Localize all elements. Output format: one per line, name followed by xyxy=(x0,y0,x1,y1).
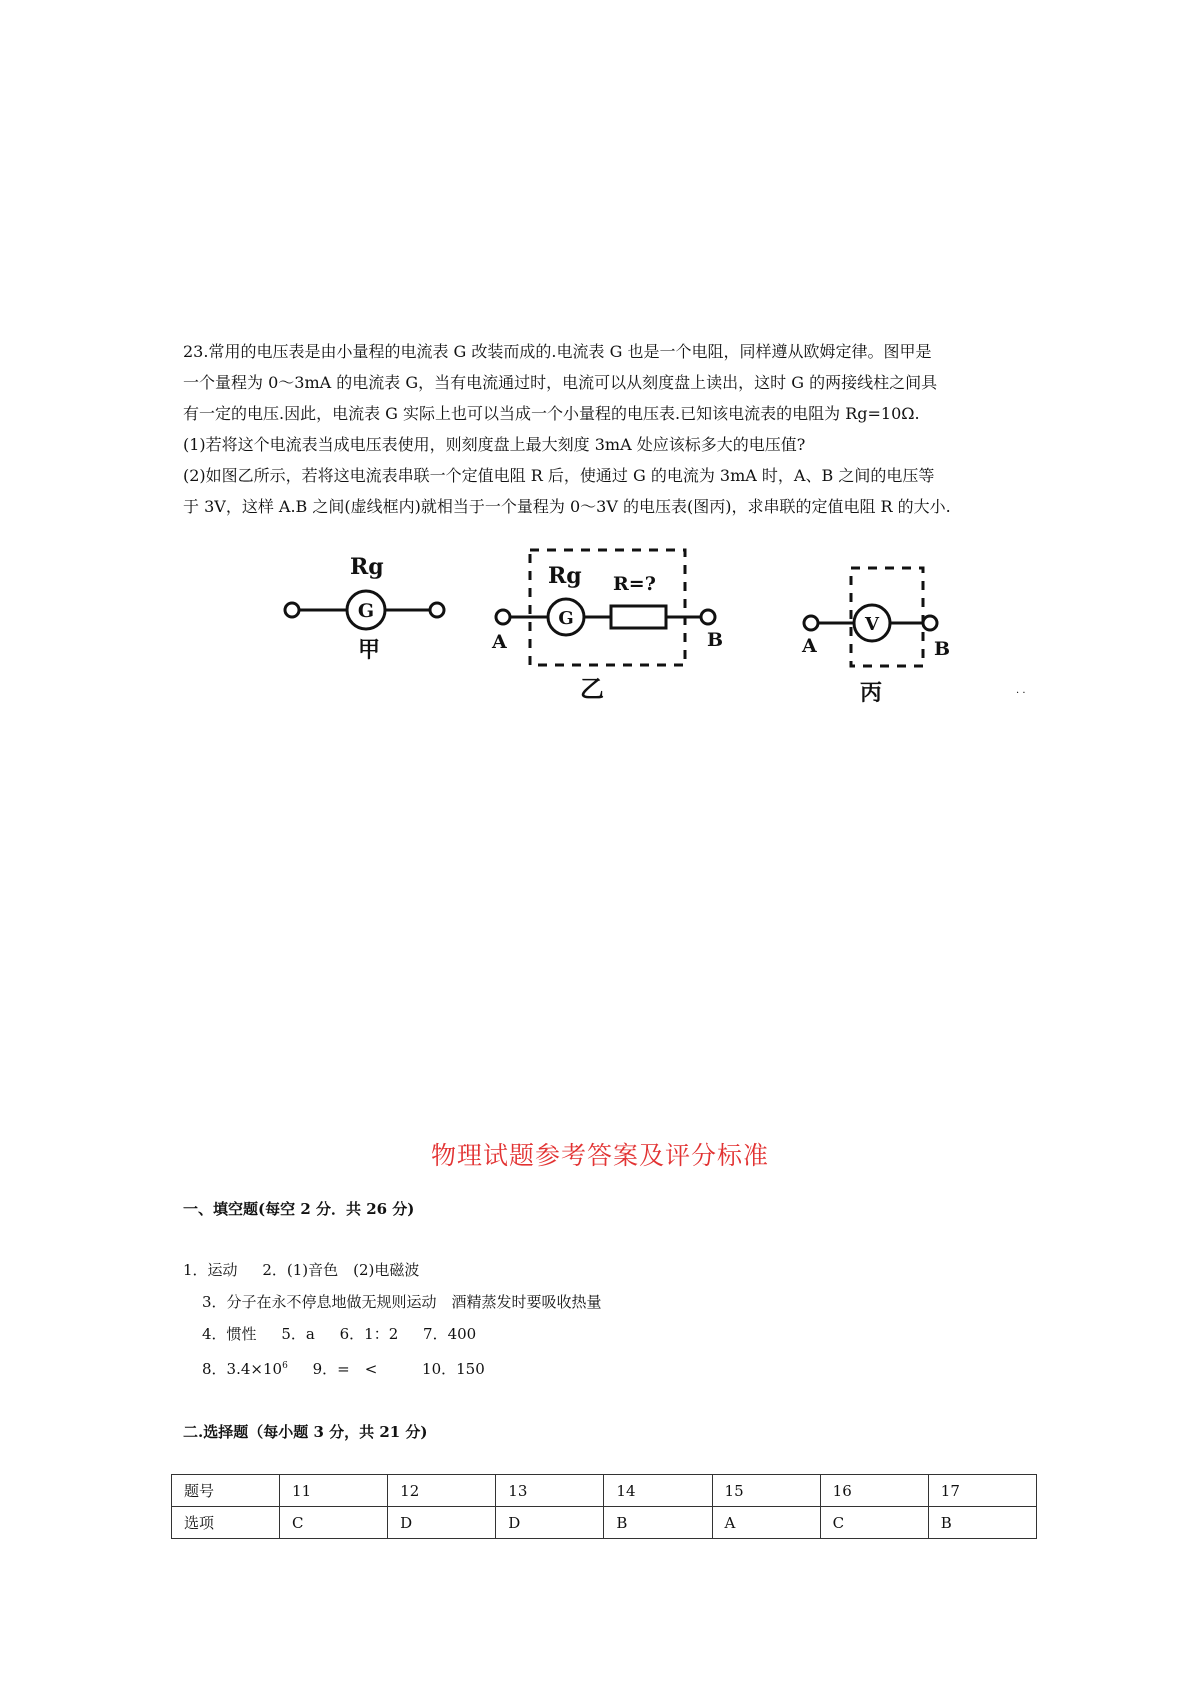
question-line: 于 3V，这样 A.B 之间(虚线框内)就相当于一个量程为 0～3V 的电压表(图丙)，求串联的定值电阻 R 的大小. xyxy=(183,497,951,516)
rg-label: Rg xyxy=(548,563,582,589)
answer-item: 7．400 xyxy=(423,1325,477,1343)
section-fill-heading: 一、填空题(每空 2 分．共 26 分) xyxy=(183,1200,415,1218)
answer-item: 9．= < xyxy=(312,1360,378,1378)
galvanometer-label: G xyxy=(558,608,574,629)
answer-item: 2．(1)音色 (2)电磁波 xyxy=(262,1261,420,1279)
table-cell: 16 xyxy=(820,1475,928,1507)
rg-label: Rg xyxy=(350,554,384,580)
answer-item: 4．惯性 xyxy=(202,1325,257,1343)
table-cell: C xyxy=(280,1507,388,1539)
question-line: 一个量程为 0～3mA 的电流表 G，当有电流通过时，电流可以从刻度盘上读出，这时 G 的两接线柱之间具 xyxy=(183,373,938,392)
question-line: (2)如图乙所示，若将这电流表串联一个定值电阻 R 后，使通过 G 的电流为 3mA 时，A、B 之间的电压等 xyxy=(183,466,935,485)
circuit-diagrams xyxy=(270,545,1050,720)
circuit-figure xyxy=(270,545,1050,720)
terminal-circle-a xyxy=(496,610,510,624)
terminal-circle xyxy=(430,603,444,617)
caption-yi: 乙 xyxy=(580,674,604,703)
choice-answer-table xyxy=(171,1474,1037,1539)
terminal-b-label: B xyxy=(934,638,951,660)
table-cell: 15 xyxy=(712,1475,820,1507)
question-line: 有一定的电压.因此，电流表 G 实际上也可以当成一个小量程的电压表.已知该电流表的电阻为 Rg=10Ω. xyxy=(183,404,920,423)
table-row xyxy=(172,1475,1037,1507)
voltmeter-label: V xyxy=(865,614,879,635)
stray-mark: · · xyxy=(1016,688,1026,699)
terminal-circle-b xyxy=(701,610,715,624)
answer-item: 10．150 xyxy=(422,1360,485,1378)
table-cell: B xyxy=(604,1507,712,1539)
table-cell: D xyxy=(496,1507,604,1539)
table-cell: 14 xyxy=(604,1475,712,1507)
answer-base: 8．3.4×10 xyxy=(202,1360,283,1378)
answer-item xyxy=(202,1360,288,1378)
answer-item: 3．分子在永不停息地做无规则运动 酒精蒸发时要吸收热量 xyxy=(202,1293,602,1311)
resistor-box xyxy=(611,606,666,628)
resistor-label: R=? xyxy=(613,573,656,595)
table-row xyxy=(172,1507,1037,1539)
fill-row xyxy=(183,1286,602,1318)
answers-title: 物理试题参考答案及评分标准 xyxy=(430,1141,769,1170)
caption-bing: 丙 xyxy=(860,680,883,706)
table-cell: 12 xyxy=(388,1475,496,1507)
table-cell: 13 xyxy=(496,1475,604,1507)
question-23 xyxy=(183,336,1023,522)
question-line: 23.常用的电压表是由小量程的电流表 G 改装而成的.电流表 G 也是一个电阻，同样遵从欧姆定律。图甲是 xyxy=(183,342,932,361)
galvanometer-label: G xyxy=(357,600,375,622)
table-cell: C xyxy=(820,1507,928,1539)
fill-row xyxy=(183,1350,602,1385)
table-cell: B xyxy=(928,1507,1036,1539)
diagram-yi xyxy=(496,550,715,665)
terminal-a-label: A xyxy=(802,635,817,657)
answer-item: 6．1：2 xyxy=(339,1325,399,1343)
terminal-circle-b xyxy=(923,616,937,630)
answer-item: 5．a xyxy=(281,1325,315,1343)
fill-row xyxy=(183,1318,602,1350)
table-cell: 题号 xyxy=(172,1475,280,1507)
terminal-circle xyxy=(285,603,299,617)
dashed-box xyxy=(851,568,923,666)
table-cell: 17 xyxy=(928,1475,1036,1507)
terminal-b-label: B xyxy=(707,629,724,651)
table-cell: 选项 xyxy=(172,1507,280,1539)
fill-answers xyxy=(183,1254,602,1385)
table-cell: A xyxy=(712,1507,820,1539)
terminal-a-label: A xyxy=(492,631,507,653)
answer-exponent: 6 xyxy=(282,1361,288,1371)
section-choice-heading: 二.选择题（每小题 3 分，共 21 分) xyxy=(183,1423,428,1441)
caption-jia: 甲 xyxy=(358,637,381,663)
fill-row xyxy=(183,1254,602,1286)
table-cell: D xyxy=(388,1507,496,1539)
answer-item: 1．运动 xyxy=(183,1261,238,1279)
terminal-circle-a xyxy=(804,616,818,630)
table-cell: 11 xyxy=(280,1475,388,1507)
question-line: (1)若将这个电流表当成电压表使用，则刻度盘上最大刻度 3mA 处应该标多大的电压值? xyxy=(183,435,806,454)
